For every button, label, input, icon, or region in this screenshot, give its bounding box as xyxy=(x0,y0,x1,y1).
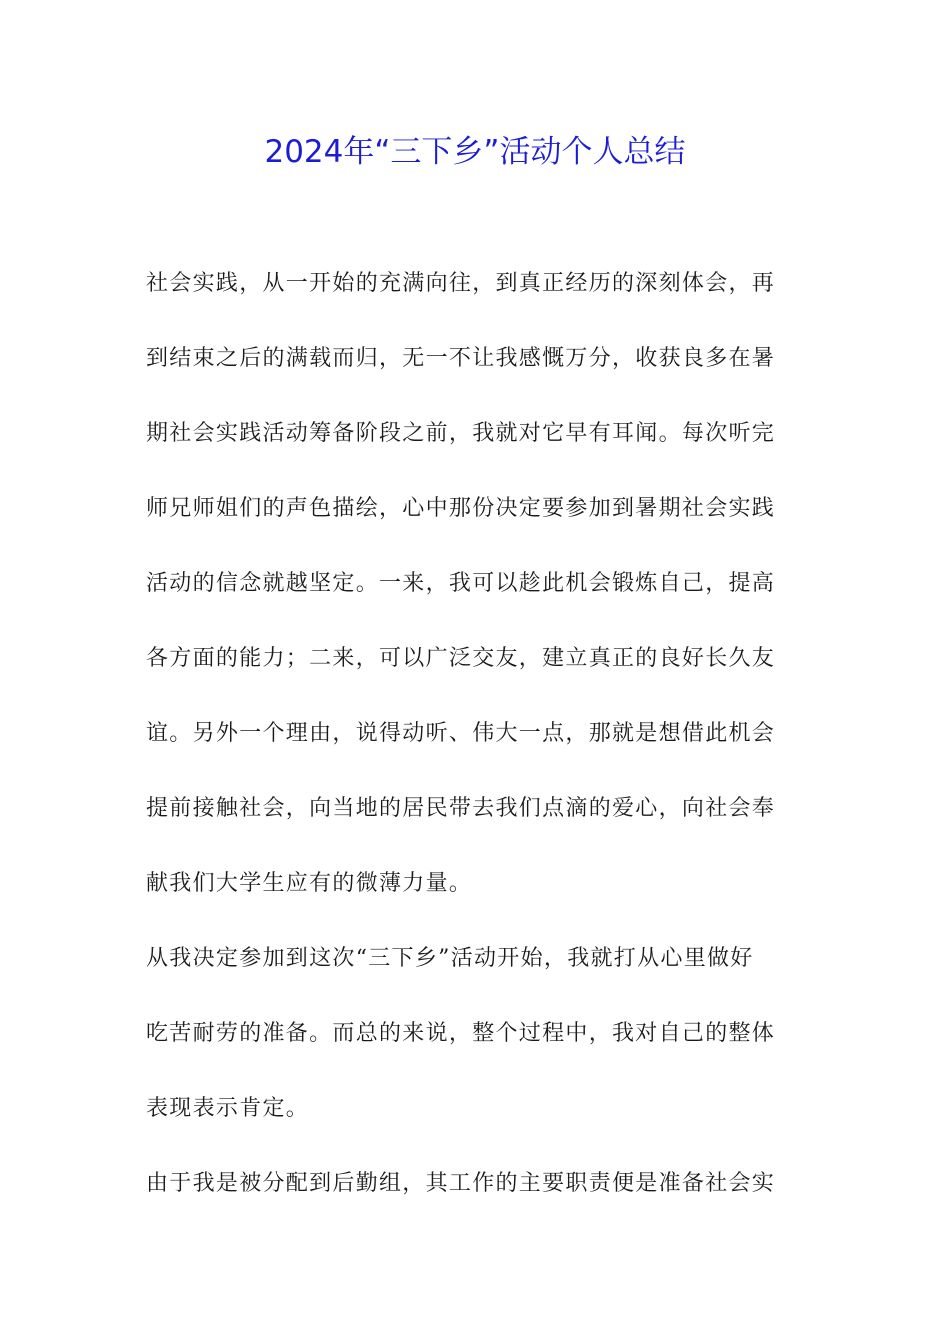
text-line: 师兄师姐们的声色描绘，心中那份决定要参加到暑期社会实践 xyxy=(146,496,776,521)
document-body xyxy=(146,262,806,1237)
text-line: 吃苦耐劳的准备。而总的来说，整个过程中，我对自己的整体 xyxy=(146,1021,776,1046)
text-line: 社会实践，从一开始的充满向往，到真正经历的深刻体会，再 xyxy=(146,271,776,296)
text-line: 活动的信念就越坚定。一来，我可以趁此机会锻炼自己，提高 xyxy=(146,571,776,596)
document-title: 2024年“三下乡”活动个人总结 xyxy=(264,134,686,170)
text-line: 各方面的能力；二来，可以广泛交友，建立真正的良好长久友 xyxy=(146,646,776,671)
text-line: 由于我是被分配到后勤组，其工作的主要职责便是准备社会实 xyxy=(146,1171,776,1196)
paragraph-1 xyxy=(146,262,806,937)
text-line: 到结束之后的满载而归，无一不让我感慨万分，收获良多在暑 xyxy=(146,346,776,371)
text-line: 从我决定参加到这次“三下乡”活动开始，我就打从心里做好 xyxy=(146,946,754,971)
text-line: 提前接触社会，向当地的居民带去我们点滴的爱心，向社会奉 xyxy=(146,796,776,821)
paragraph-2 xyxy=(146,937,806,1162)
paragraph-3 xyxy=(146,1162,806,1237)
text-line: 表现表示肯定。 xyxy=(146,1096,310,1121)
text-line: 献我们大学生应有的微薄力量。 xyxy=(146,871,473,896)
text-line: 期社会实践活动筹备阶段之前，我就对它早有耳闻。每次听完 xyxy=(146,421,776,446)
text-line: 谊。另外一个理由，说得动听、伟大一点，那就是想借此机会 xyxy=(146,721,776,746)
